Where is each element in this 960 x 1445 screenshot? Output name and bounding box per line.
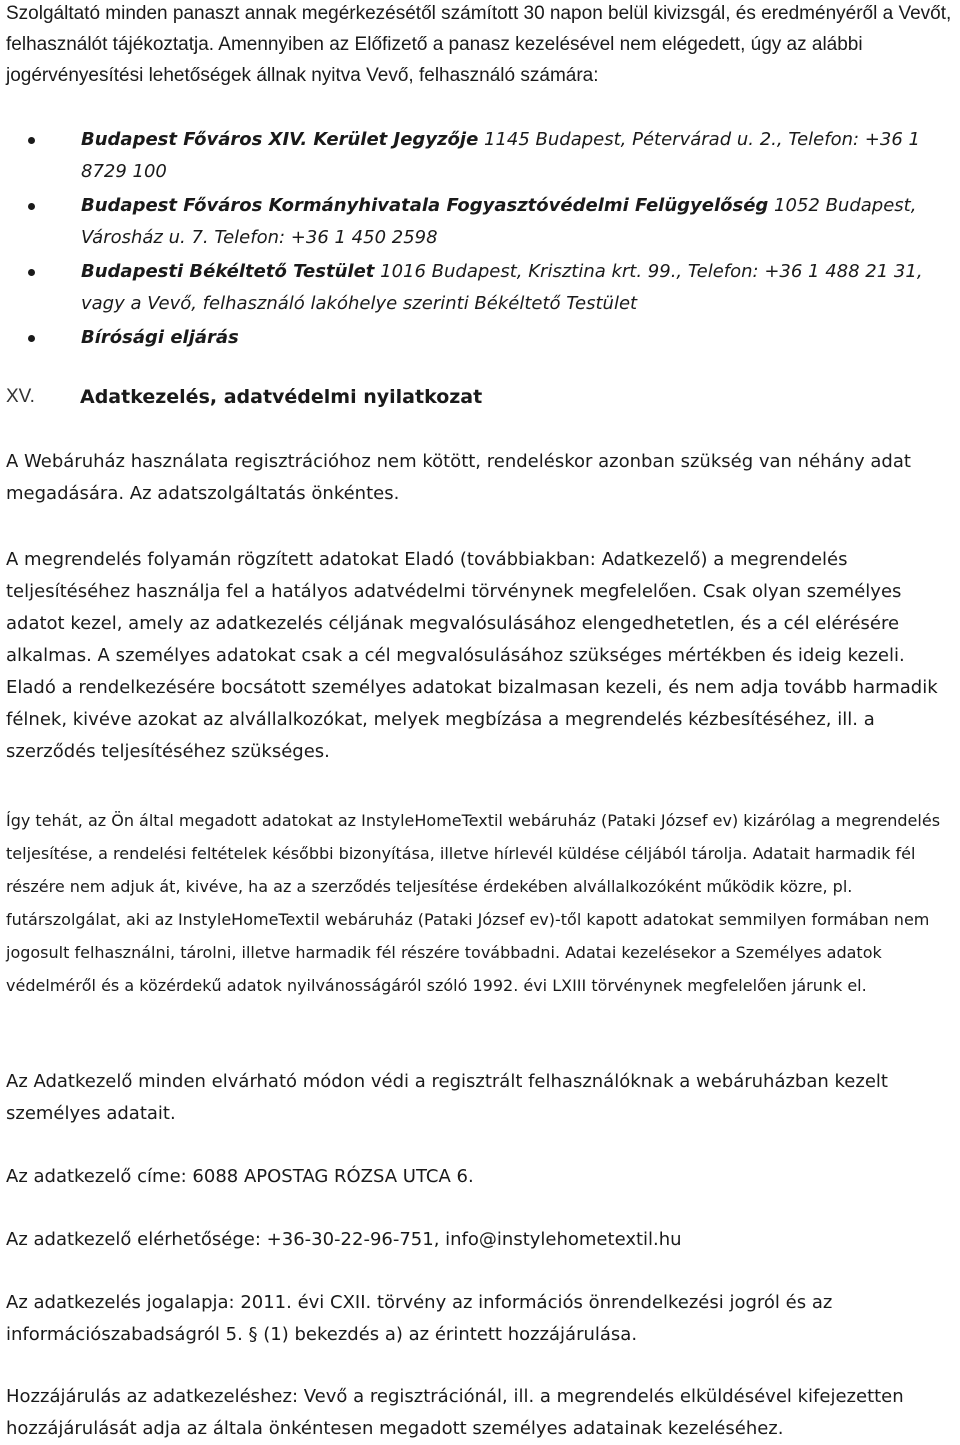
remedy-name: Budapesti Békéltető Testület bbox=[81, 261, 375, 282]
list-item bbox=[0, 124, 951, 188]
consent-paragraph: Hozzájárulás az adatkezeléshez: Vevő a regisztrációnál, ill. a megrendelés elküldésével kifejezetten hozzájárulását adja az általa önkéntesen megadott személyes adatainak kezeléséhez. bbox=[6, 1386, 904, 1439]
list-item bbox=[0, 190, 951, 254]
bullet-icon bbox=[28, 137, 35, 144]
intro-paragraph: Szolgáltató minden panaszt annak megérkezésétől számított 30 napon belül kivizsgál, és eredményéről a Vevőt, felhasználót tájékoztatja. Amennyiben az Előfizető a panasz kezelésével nem elégedett, úgy az alábbi jogérvényesítési lehetőségek állnak nyitva Vevő, felhasználó számára: bbox=[6, 3, 952, 86]
remedy-name: Budapest Főváros XIV. Kerület Jegyzője bbox=[81, 129, 479, 150]
section-title: Adatkezelés, adatvédelmi nyilatkozat bbox=[80, 386, 483, 408]
remedy-name: Bírósági eljárás bbox=[81, 327, 239, 348]
remedy-details: 1145 Budapest, Pétervárad u. 2., Telefon: +36 1 8729 100 bbox=[81, 129, 920, 182]
section-number: XV. bbox=[6, 386, 35, 407]
bullet-icon bbox=[28, 269, 35, 276]
bullet-icon bbox=[28, 335, 35, 342]
paragraph-data-handling: A megrendelés folyamán rögzített adatokat Eladó (továbbiakban: Adatkezelő) a megrendelés teljesítéséhez használja fel a hatályos adatvédelmi törvénynek megfelelően. Csak olyan személyes adatot kezel, amely az adatkezelés céljának megvalósulásához elengedhetetlen, és a cél elérésére alkalmas. A személyes adatokat csak a cél megvalósulásához szükséges mértékben és ideig kezeli. Eladó a rendelkezésére bocsátott személyes adatokat bizalmasan kezeli, és nem adja tovább harmadik félnek, kivéve azokat az alvállalkozókat, melyek megbízása a megrendelés kézbesítéséhez, ill. a szerződés teljesítéséhez szükséges. bbox=[6, 549, 938, 762]
remedy-details: 1052 Budapest, Városház u. 7. Telefon: +36 1 450 2598 bbox=[81, 195, 917, 248]
remedy-list bbox=[0, 124, 960, 356]
remedy-details: 1016 Budapest, Krisztina krt. 99., Telefon: +36 1 488 21 31, vagy a Vevő, felhasználó lakóhelye szerinti Békéltető Testület bbox=[81, 261, 923, 314]
remedy-name: Budapest Főváros Kormányhivatala Fogyasztóvédelmi Felügyelőség bbox=[81, 195, 769, 216]
bullet-icon bbox=[28, 203, 35, 210]
list-item bbox=[0, 256, 951, 320]
list-item bbox=[0, 322, 951, 354]
controller-contact: Az adatkezelő elérhetősége: +36-30-22-96-751, info@instylehometextil.hu bbox=[6, 1229, 682, 1250]
paragraph-data-storage: Így tehát, az Ön által megadott adatokat az InstyleHomeTextil webáruház (Pataki József ev) kizárólag a megrendelés teljesítése, a rendelési feltételek későbbi bizonyítása, illetve hírlevél küldése céljából tárolja. Adatait harmadik fél részére nem adjuk át, kivéve, ha az a szerződés teljesítése érdekében alvállalkozóként működik közre, pl. futárszolgálat, aki az InstyleHomeTextil webáruház (Pataki József ev)-től kapott adatokat semmilyen formában nem jogosult felhasználni, tárolni, illetve harmadik fél részére továbbadni. Adatai kezelésekor a Személyes adatok védelméről és a közérdekű adatok nyilvánosságáról szóló 1992. évi LXIII törvénynek megfelelően járunk el. bbox=[6, 811, 941, 995]
paragraph-data-protection: Az Adatkezelő minden elvárható módon védi a regisztrált felhasználóknak a webáruházban kezelt személyes adatait. bbox=[6, 1071, 888, 1124]
controller-address: Az adatkezelő címe: 6088 APOSTAG RÓZSA UTCA 6. bbox=[6, 1166, 474, 1187]
legal-basis: Az adatkezelés jogalapja: 2011. évi CXII. törvény az információs önrendelkezési jogról és az információszabadságról 5. § (1) bekezdés a) az érintett hozzájárulása. bbox=[6, 1292, 833, 1345]
paragraph-webshop-usage: A Webáruház használata regisztrációhoz nem kötött, rendeléskor azonban szükség van néhány adat megadására. Az adatszolgáltatás önkéntes. bbox=[6, 451, 911, 504]
